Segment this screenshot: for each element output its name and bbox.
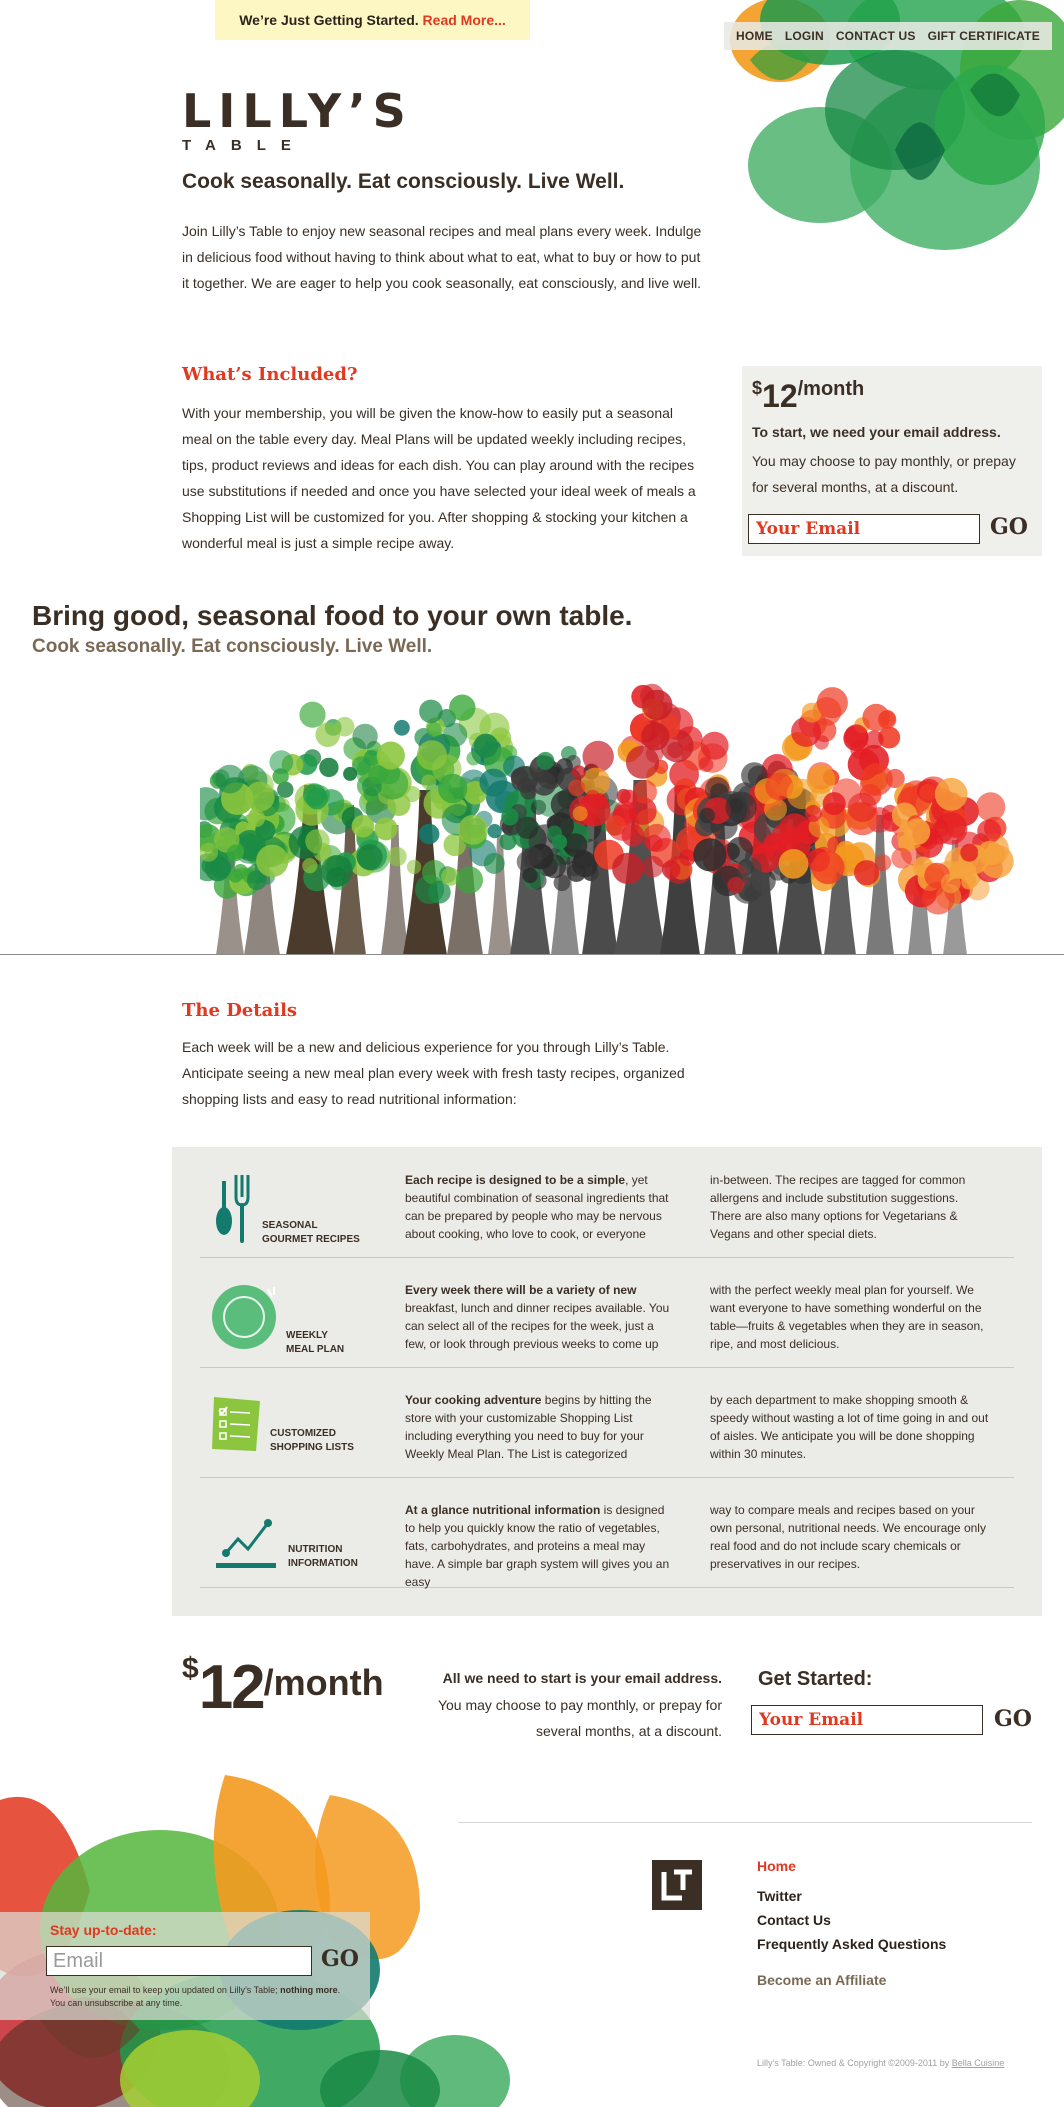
canopy-dot (316, 722, 341, 747)
stay-note-text: We’ll use your email to keep you updated on Lilly’s Table; (50, 1985, 281, 1995)
canopy-dot (215, 765, 244, 794)
canopy-dot (814, 735, 829, 750)
footer-faq-link[interactable]: Frequently Asked Questions (757, 1936, 947, 1952)
footer-home-link[interactable]: Home (757, 1858, 796, 1874)
pricing-lead: To start, we need your email address. (752, 424, 1001, 440)
canopy-dot (568, 779, 585, 796)
top-nav (724, 22, 1052, 50)
canopy-dot (474, 734, 498, 758)
canopy-dot (522, 868, 537, 883)
nav-contact-us[interactable]: CONTACT US (835, 29, 916, 43)
canopy-dot (377, 742, 405, 770)
feature-label-line1: WEEKLY (286, 1330, 328, 1341)
nav-login[interactable]: LOGIN (784, 29, 824, 43)
canopy-dot (352, 724, 377, 749)
canopy-dot (620, 790, 637, 807)
logo-sub: TABLE (182, 137, 306, 154)
canopy-dot (878, 711, 896, 729)
bring-title: Bring good, seasonal food to your own table. (32, 600, 633, 631)
copyright-link[interactable]: Bella Cuisine (951, 2058, 1005, 2068)
canopy-dot (612, 853, 643, 884)
canopy-dot (419, 824, 440, 845)
canopy-dot (738, 857, 762, 881)
canopy-dot (245, 782, 275, 812)
canopy-dot (573, 806, 588, 821)
canopy-dot (357, 844, 383, 870)
stay-note-bold: nothing more (280, 1985, 338, 1995)
footer-nav (757, 1858, 946, 1988)
canopy-dot (701, 732, 729, 760)
bottom-price-period: /month (263, 1662, 384, 1703)
canopy-dot (807, 765, 836, 794)
canopy-dot (387, 847, 406, 866)
whats-included-body: With your membership, you will be given the know-how to easily put a seasonal meal on the table every day. Meal Plans will be updated weekly including recipes, tips, product reviews and ideas for each dish. You can play around with the recipes use substitutions if needed and once you have selected your ideal week of meals a Shopping List will be customized for you. After shopping & stocking your kitchen a wonderful meal is just a simple recipe away. (182, 405, 696, 551)
canopy-dot (511, 768, 529, 786)
feature-text: breakfast, lunch and dinner recipes available. You can select all of the recipes for the week, just a few, or look through previous weeks to come up (405, 1301, 670, 1351)
feature-row-recipes (200, 1147, 1014, 1258)
canopy-dot (305, 829, 329, 853)
banner-text: We’re Just Getting Started. (239, 12, 419, 28)
feature-label-line1: CUSTOMIZED (270, 1428, 336, 1439)
email-input[interactable] (748, 514, 980, 544)
get-started-label: Get Started: (758, 1668, 873, 1690)
canopy-dot (456, 866, 483, 893)
canopy-dot (438, 774, 467, 803)
canopy-dot (542, 854, 566, 878)
canopy-dot (343, 767, 357, 781)
canopy-dot (693, 838, 726, 871)
canopy-dot (484, 853, 505, 874)
canopy-dot (303, 783, 326, 806)
canopy-dot (817, 687, 848, 718)
bring-subtitle: Cook seasonally. Eat consciously. Live Well. (32, 636, 433, 657)
feature-text: begins by hitting the store with your customizable Shopping List including everything you need to buy for your Weekly Meal Plan. The List is categorized (405, 1393, 652, 1461)
price-period: /month (797, 378, 865, 400)
canopy-dot (978, 841, 1002, 865)
ground-line (0, 954, 1064, 955)
footer-affiliate-link[interactable]: Become an Affiliate (757, 1972, 887, 1988)
canopy-dot (860, 763, 893, 796)
nav-gift-certificate[interactable]: GIFT CERTIFICATE (927, 29, 1040, 43)
pricing-box (742, 366, 1042, 556)
details-heading: The Details (182, 1000, 298, 1021)
canopy-dot (891, 848, 912, 869)
copyright-text: Lilly’s Table: Owned & Copyright ©2009-2011 by (757, 2058, 952, 2068)
nav-home[interactable]: HOME (736, 29, 773, 43)
canopy-dot (302, 858, 317, 873)
feature-text-col2: with the perfect weekly meal plan for yourself. We want everyone to have something wonderful on the table—fruits & vegetables when they are in season, ripe, and most delicious. (710, 1283, 984, 1351)
canopy-dot (374, 817, 397, 840)
bottom-go-button[interactable]: GO (994, 1706, 1032, 1732)
footer-logo-icon[interactable] (652, 1860, 702, 1910)
feature-text-col2: by each department to make shopping smooth & speedy without wasting a lot of time going in and out of aisles. We anticipate you will be done shopping within 30 minutes. (710, 1393, 989, 1461)
canopy-dot (725, 791, 756, 822)
feature-bold-text: Your cooking adventure (405, 1393, 542, 1407)
canopy-dot (520, 783, 536, 799)
price-currency: $ (752, 378, 763, 398)
canopy-dot (211, 858, 232, 879)
feature-label-line2: INFORMATION (288, 1558, 358, 1569)
canopy-dot (941, 873, 961, 893)
canopy-dot (642, 690, 673, 721)
feature-text-col2: in-between. The recipes are tagged for common allergens and include substitution suggestions. There are also many options for Vegetarians & Vegans and other special diets. (710, 1173, 966, 1241)
price (752, 378, 864, 415)
canopy-dot (845, 724, 869, 748)
canopy-dot (256, 845, 288, 877)
stay-note-text-end: . You can unsubscribe at any time. (50, 1985, 341, 2008)
canopy-dot (426, 722, 441, 737)
canopy-dot (848, 793, 877, 822)
feature-text: , yet beautiful combination of seasonal ingredients that can be prepared by people who may be nervous about cooking, who love to cook, or everyone (405, 1173, 669, 1241)
canopy-dot (394, 720, 410, 736)
feature-row-meal-plan (200, 1257, 1014, 1368)
plate-icon (210, 1279, 282, 1351)
feature-text-col1 (405, 1171, 677, 1243)
canopy-dot (247, 809, 265, 827)
canopy-dot (572, 765, 586, 779)
newsletter-go-button[interactable]: GO (321, 1946, 359, 1972)
canopy-dot (679, 849, 696, 866)
feature-text-col1 (405, 1501, 677, 1591)
footer-twitter-link[interactable]: Twitter (757, 1888, 802, 1904)
canopy-dot (269, 750, 293, 774)
footer-divider (458, 1822, 1032, 1823)
hero-intro: Join Lilly’s Table to enjoy new seasonal recipes and meal plans every week. Indulge in delicious food without having to think about what to eat, what to buy or how to put it together. We are eager to help you cook seasonally, eat consciously, and live well. (182, 223, 702, 291)
lt-monogram-icon (652, 1860, 702, 1910)
canopy-dot (458, 815, 488, 845)
checklist-icon (210, 1393, 264, 1453)
line-graph-icon (214, 1513, 278, 1571)
canopy-dot (641, 722, 669, 750)
hero-tagline: Cook seasonally. Eat consciously. Live Well. (182, 170, 625, 193)
canopy-dot (779, 849, 809, 879)
canopy-dot (960, 844, 978, 862)
feature-bold-text: At a glance nutritional information (405, 1503, 601, 1517)
canopy-dot (536, 752, 554, 770)
feature-text-col1 (405, 1281, 677, 1353)
canopy-dot (812, 851, 845, 884)
utensils-icon (214, 1173, 254, 1245)
feature-bold-text: Each recipe is designed to be a simple (405, 1173, 626, 1187)
stay-heading: Stay up-to-date: (50, 1922, 157, 1938)
canopy-dot (352, 815, 375, 838)
canopy-dot (976, 792, 1005, 821)
bottom-price (182, 1652, 384, 1723)
stay-note (50, 1984, 350, 2010)
canopy-dot (700, 808, 715, 823)
canopy-dot (935, 778, 968, 811)
canopy-dot (227, 845, 244, 862)
canopy-dot (699, 757, 714, 772)
site-logo[interactable] (182, 84, 413, 154)
bottom-price-amount: 12 (198, 1653, 264, 1722)
canopy-dot (961, 874, 976, 889)
announcement-banner (215, 0, 530, 40)
canopy-dot (583, 741, 614, 772)
newsletter-email-input[interactable] (46, 1946, 312, 1976)
bottom-price-sub: You may choose to pay monthly, or prepay for several months, at a discount. (437, 1697, 722, 1739)
go-button[interactable]: GO (990, 514, 1028, 540)
feature-bold-text: Every week there will be a variety of new (405, 1283, 637, 1297)
feature-row-shopping-lists (200, 1367, 1014, 1478)
canopy-dot (443, 723, 467, 747)
canopy-dot (935, 812, 968, 845)
feature-text-col2: way to compare meals and recipes based on your own personal, nutritional needs. We encourage only real food and do not include scary chemicals or preservatives in our recipes. (710, 1503, 986, 1571)
canopy-dot (501, 808, 518, 825)
canopy-dot (449, 695, 475, 721)
canopy-dot (622, 824, 645, 847)
canopy-dot (200, 843, 218, 862)
canopy-dot (920, 785, 935, 800)
feature-label-line2: MEAL PLAN (286, 1344, 345, 1355)
canopy-dot (419, 700, 443, 724)
canopy-dot (321, 855, 353, 887)
canopy-dot (727, 877, 744, 894)
canopy-dot (626, 746, 659, 779)
footer-contact-link[interactable]: Contact Us (757, 1912, 831, 1928)
canopy-dot (643, 824, 671, 852)
bottom-price-currency: $ (182, 1652, 199, 1685)
read-more-link[interactable]: Read More... (422, 12, 506, 28)
feature-label-line1: SEASONAL (262, 1220, 318, 1231)
price-amount: 12 (762, 378, 798, 414)
copyright (757, 2058, 1004, 2068)
canopy-dot (407, 860, 421, 874)
canopy-dot (593, 793, 607, 807)
details-body: Each week will be a new and delicious experience for you through Lilly’s Table. Anticipate seeing a new meal plan every week with fresh tasty recipes, organized shopping lists and easy to read nutritional information: (182, 1039, 685, 1107)
canopy-dot (319, 758, 338, 777)
stay-updated-box (0, 1912, 370, 2020)
forest-illustration (200, 680, 1020, 955)
canopy-dot (823, 792, 846, 815)
canopy-dot (904, 818, 931, 845)
feature-text: is designed to help you quickly know the ratio of vegetables, fats, carbohydrates, and proteins a meal may have. A simple bar graph system will gives you an easy (405, 1503, 670, 1589)
canopy-dot (764, 798, 787, 821)
canopy-dot (368, 765, 387, 784)
feature-row-nutrition (200, 1477, 1014, 1588)
tree-trunk (381, 825, 409, 955)
features-panel (172, 1147, 1042, 1616)
feature-label-line1: NUTRITION (288, 1544, 343, 1555)
canopy-dot (547, 826, 562, 841)
canopy-dot (523, 847, 542, 866)
canopy-dot (500, 833, 517, 850)
logo-main: LILLY’S (182, 84, 413, 138)
whats-included-heading: What’s Included? (182, 364, 358, 385)
feature-text-col1 (405, 1391, 677, 1463)
pricing-sub: You may choose to pay monthly, or prepay for several months, at a discount. (752, 453, 1016, 495)
canopy-dot (642, 856, 664, 878)
feature-label-line2: SHOPPING LISTS (270, 1442, 354, 1453)
canopy-dot (299, 702, 325, 728)
canopy-dot (421, 775, 436, 790)
bottom-email-input[interactable] (751, 1705, 983, 1735)
feature-label-line2: GOURMET RECIPES (262, 1234, 360, 1245)
canopy-dot (488, 824, 502, 838)
canopy-dot (805, 805, 822, 822)
bottom-price-lead: All we need to start is your email address. (442, 1670, 722, 1686)
canopy-dot (854, 860, 879, 885)
